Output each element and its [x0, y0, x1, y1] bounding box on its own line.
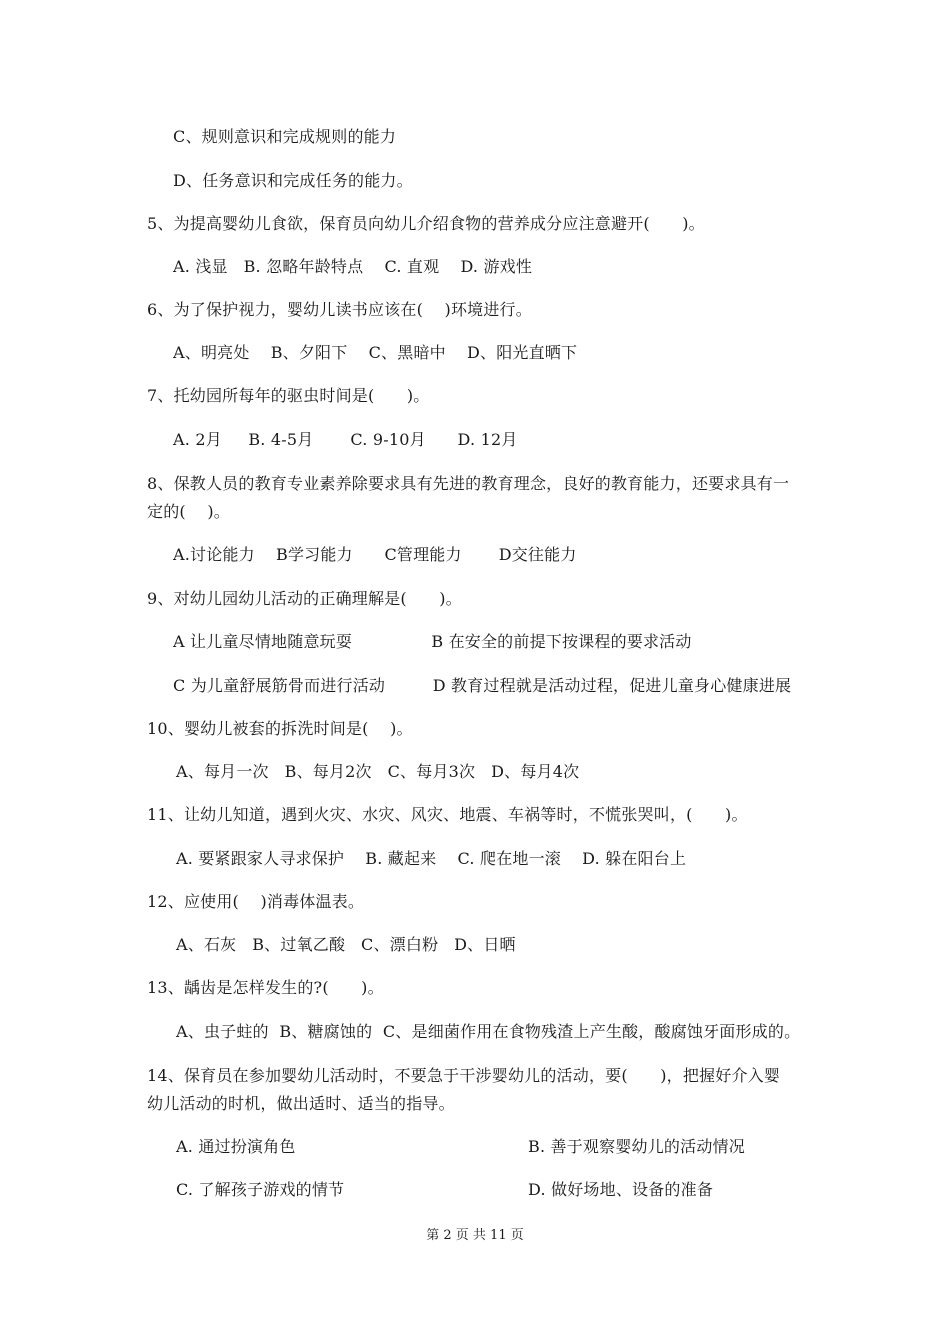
option-line: A、石灰 B、过氧乙酸 C、漂白粉 D、日晒 [176, 935, 516, 954]
option-line: A、每月一次 B、每月2次 C、每月3次 D、每月4次 [176, 762, 580, 781]
option-line: A. 2月 B. 4-5月 C. 9-10月 D. 12月 [173, 430, 518, 449]
option-line: C、规则意识和完成规则的能力 [173, 127, 397, 146]
option-line: C 为儿童舒展筋骨而进行活动 D 教育过程就是活动过程，促进儿童身心健康进展 [173, 676, 792, 695]
option-line: A. 浅显 B. 忽略年龄特点 C. 直观 D. 游戏性 [173, 257, 533, 276]
question-6: 6、为了保护视力，婴幼儿读书应该在( )环境进行。 [147, 300, 532, 319]
option-line: A、虫子蛀的 B、糖腐蚀的 C、是细菌作用在食物残渣上产生酸，酸腐蚀牙面形成的。 [176, 1022, 801, 1041]
option-line: D、任务意识和完成任务的能力。 [173, 171, 413, 190]
question-8: 8、保教人员的教育专业素养除要求具有先进的教育理念，良好的教育能力，还要求具有一 [147, 474, 790, 493]
question-10: 10、婴幼儿被套的拆洗时间是( )。 [147, 719, 413, 738]
question-7: 7、托幼园所每年的驱虫时间是( )。 [147, 386, 430, 405]
question-14: 14、保育员在参加婴幼儿活动时，不要急于干涉婴幼儿的活动，要( )，把握好介入婴 [147, 1066, 781, 1085]
option-line: A.讨论能力 B学习能力 C管理能力 D交往能力 [173, 545, 577, 564]
question-8-cont: 定的( )。 [147, 502, 230, 521]
option-line: B. 善于观察婴幼儿的活动情况 [528, 1137, 745, 1156]
question-13: 13、龋齿是怎样发生的?( )。 [147, 978, 384, 997]
option-line: A. 要紧跟家人寻求保护 B. 藏起来 C. 爬在地一滚 D. 躲在阳台上 [176, 849, 687, 868]
option-line: A 让儿童尽情地随意玩耍 B 在安全的前提下按课程的要求活动 [173, 632, 692, 651]
option-line: A. 通过扮演角色 [176, 1137, 296, 1156]
question-9: 9、对幼儿园幼儿活动的正确理解是( )。 [147, 589, 462, 608]
question-11: 11、让幼儿知道，遇到火灾、水灾、风灾、地震、车祸等时，不慌张哭叫，( )。 [147, 805, 748, 824]
option-line: C. 了解孩子游戏的情节 [176, 1180, 345, 1199]
question-5: 5、为提高婴幼儿食欲，保育员向幼儿介绍食物的营养成分应注意避开( )。 [147, 214, 705, 233]
question-12: 12、应使用( )消毒体温表。 [147, 892, 365, 911]
page-footer: 第 2 页 共 11 页 [426, 1228, 524, 1243]
option-line: D. 做好场地、设备的准备 [528, 1180, 714, 1199]
question-14-cont: 幼儿活动的时机，做出适时、适当的指导。 [147, 1094, 455, 1113]
option-line: A、明亮处 B、夕阳下 C、黑暗中 D、阳光直晒下 [173, 343, 578, 362]
